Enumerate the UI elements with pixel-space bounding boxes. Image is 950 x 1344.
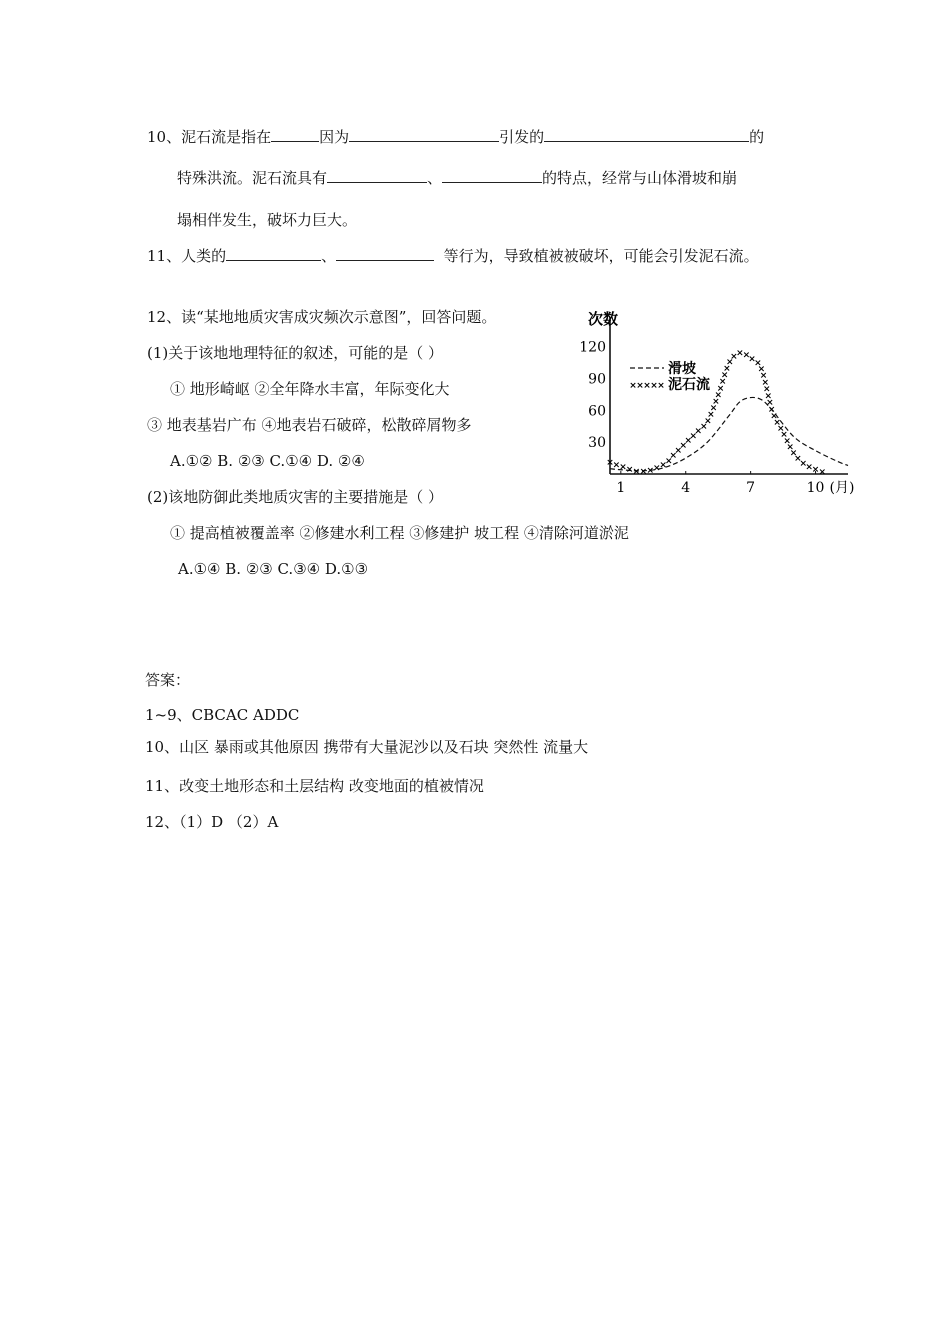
q12-sub2-stem: (2)该地防御此类地质灾害的主要措施是（ ） — [147, 488, 444, 506]
series-mark-debris-flow: × — [730, 351, 738, 362]
disaster-frequency-chart — [578, 306, 878, 506]
q10-number: 10、 — [147, 128, 182, 146]
q10-line2 — [177, 168, 737, 188]
series-mark-debris-flow: × — [612, 460, 621, 471]
series-line-landslide — [610, 397, 848, 470]
q12-intro: 12、读“某地地质灾害成灾频次示意图”，回答问题。 — [147, 308, 497, 326]
q11-text-3: 等行为，导致植被被破坏，可能会引发泥石流。 — [443, 247, 759, 265]
legend-swatch-debris-flow: × — [650, 381, 658, 391]
y-tick-label: 60 — [588, 403, 606, 420]
series-mark-debris-flow: × — [805, 462, 813, 473]
q10-blank-1[interactable] — [271, 127, 319, 142]
series-mark-debris-flow: × — [763, 384, 771, 395]
q11-text-1: 人类的 — [181, 247, 227, 265]
series-mark-debris-flow: × — [767, 404, 776, 415]
q10-blank-2[interactable] — [349, 127, 499, 142]
q11-line — [147, 246, 759, 266]
series-mark-debris-flow: × — [653, 463, 661, 474]
x-axis-unit: (月) — [829, 480, 855, 496]
x-tick-label: 10 — [806, 480, 825, 496]
q10-text-3: 引发的 — [499, 128, 545, 146]
answers-heading: 答案： — [145, 671, 191, 689]
series-mark-debris-flow: × — [606, 457, 614, 468]
q10-text-2: 因为 — [319, 128, 350, 146]
answer-1-9: 1~9、CBCAC ADDC — [145, 706, 300, 724]
series-mark-debris-flow: × — [689, 431, 697, 442]
series-mark-debris-flow: × — [773, 417, 781, 428]
x-tick-label: 4 — [681, 480, 691, 496]
series-mark-debris-flow: × — [761, 377, 770, 388]
series-mark-debris-flow: × — [764, 391, 773, 402]
legend-label-debris-flow: 泥石流 — [668, 377, 710, 393]
q10-blank-3[interactable] — [544, 127, 749, 142]
answer-11: 11、改变土地形态和土层结构 改变地面的植被情况 — [145, 777, 484, 795]
q10-text-6: 、 — [427, 169, 443, 187]
series-mark-debris-flow: × — [716, 383, 725, 394]
q12-sub2-choices: A.①④ B. ②③ C.③④ D.①③ — [178, 560, 369, 578]
series-mark-debris-flow: × — [780, 430, 788, 441]
q10-text-8: 塌相伴发生，破坏力巨大。 — [177, 211, 358, 229]
q10-blank-4[interactable] — [327, 168, 427, 183]
q10-line3 — [177, 210, 357, 230]
q11-number: 11、 — [147, 247, 182, 265]
series-mark-debris-flow: × — [759, 370, 768, 381]
series-mark-debris-flow: × — [799, 458, 807, 469]
legend-swatch-debris-flow: × — [636, 381, 644, 391]
series-mark-debris-flow: × — [709, 403, 718, 414]
series-mark-debris-flow: × — [707, 410, 715, 421]
series-mark-debris-flow: × — [720, 370, 729, 381]
series-mark-debris-flow: × — [776, 423, 785, 434]
q10-text-4: 的 — [749, 128, 765, 146]
series-mark-debris-flow: × — [674, 446, 683, 457]
series-mark-debris-flow: × — [694, 426, 703, 437]
series-mark-debris-flow: × — [625, 464, 634, 475]
q12-sub1-options-a: ① 地形崎岖 ②全年降水丰富，年际变化大 — [170, 380, 450, 398]
legend-swatch-debris-flow: × — [643, 381, 651, 391]
y-tick-label: 90 — [588, 371, 606, 388]
legend-label-landslide: 滑坡 — [668, 361, 696, 377]
chart-legend — [629, 360, 710, 393]
q12-sub1-options-b: ③ 地表基岩广布 ④地表岩石破碎，松散碎屑物多 — [147, 416, 472, 434]
series-mark-debris-flow: × — [754, 358, 762, 369]
series-mark-debris-flow: × — [684, 436, 693, 447]
q11-blank-1[interactable] — [226, 246, 321, 261]
series-mark-debris-flow: × — [783, 436, 791, 447]
series-mark-debris-flow: × — [770, 411, 778, 422]
series-mark-debris-flow: × — [619, 462, 627, 473]
series-mark-debris-flow: × — [766, 398, 774, 409]
series-mark-debris-flow: × — [679, 441, 688, 452]
series-mark-debris-flow: × — [704, 416, 712, 427]
legend-swatch-debris-flow: × — [657, 381, 665, 391]
series-mark-debris-flow: × — [712, 397, 720, 408]
series-mark-debris-flow: × — [718, 377, 727, 388]
q12-sub1-stem: (1)关于该地地理特征的叙述，可能的是（ ） — [147, 344, 444, 362]
x-tick-label: 1 — [616, 480, 626, 496]
y-tick-label: 120 — [579, 339, 606, 356]
series-mark-debris-flow: × — [665, 456, 673, 467]
series-mark-debris-flow: × — [786, 442, 794, 453]
q10-text-1: 泥石流是指在 — [181, 128, 272, 146]
series-mark-debris-flow: × — [818, 467, 827, 478]
answer-10: 10、山区 暴雨或其他原因 携带有大量泥沙以及石块 突然性 流量大 — [145, 738, 589, 756]
q12-sub2-options: ① 提高植被覆盖率 ②修建水利工程 ③修建护 坡工程 ④清除河道淤泥 — [170, 524, 629, 542]
q12-sub1-choices: A.①② B. ②③ C.①④ D. ②④ — [170, 452, 365, 470]
legend-swatch-debris-flow: × — [629, 381, 637, 391]
q10-text-5: 特殊洪流。泥石流具有 — [177, 169, 328, 187]
y-tick-label: 30 — [588, 435, 606, 452]
series-mark-debris-flow: × — [748, 354, 756, 365]
x-tick-label: 7 — [746, 480, 756, 496]
q10-line1 — [147, 127, 764, 147]
series-mark-debris-flow: × — [789, 448, 798, 459]
answer-12: 12、（1）D （2）A — [145, 813, 279, 831]
series-mark-debris-flow: × — [794, 454, 802, 465]
series-mark-debris-flow: × — [726, 357, 734, 368]
series-mark-debris-flow: × — [632, 466, 641, 477]
series-mark-debris-flow: × — [757, 364, 766, 375]
series-mark-debris-flow: × — [646, 465, 655, 476]
series-mark-debris-flow: × — [714, 390, 723, 401]
series-mark-debris-flow: × — [736, 348, 744, 359]
q11-blank-2[interactable] — [336, 246, 434, 261]
y-axis-label: 次数 — [588, 310, 619, 328]
q10-blank-5[interactable] — [442, 168, 542, 183]
q10-text-7: 的特点，经常与山体滑坡和崩 — [542, 169, 738, 187]
series-mark-debris-flow: × — [742, 350, 751, 361]
series-mark-debris-flow: × — [811, 465, 820, 476]
series-mark-debris-flow: × — [659, 460, 667, 471]
series-mark-debris-flow: × — [699, 422, 708, 433]
series-mark-debris-flow: × — [669, 450, 678, 461]
series-mark-debris-flow: × — [723, 363, 731, 374]
series-mark-debris-flow: × — [639, 467, 648, 478]
q11-text-2: 、 — [321, 247, 337, 265]
